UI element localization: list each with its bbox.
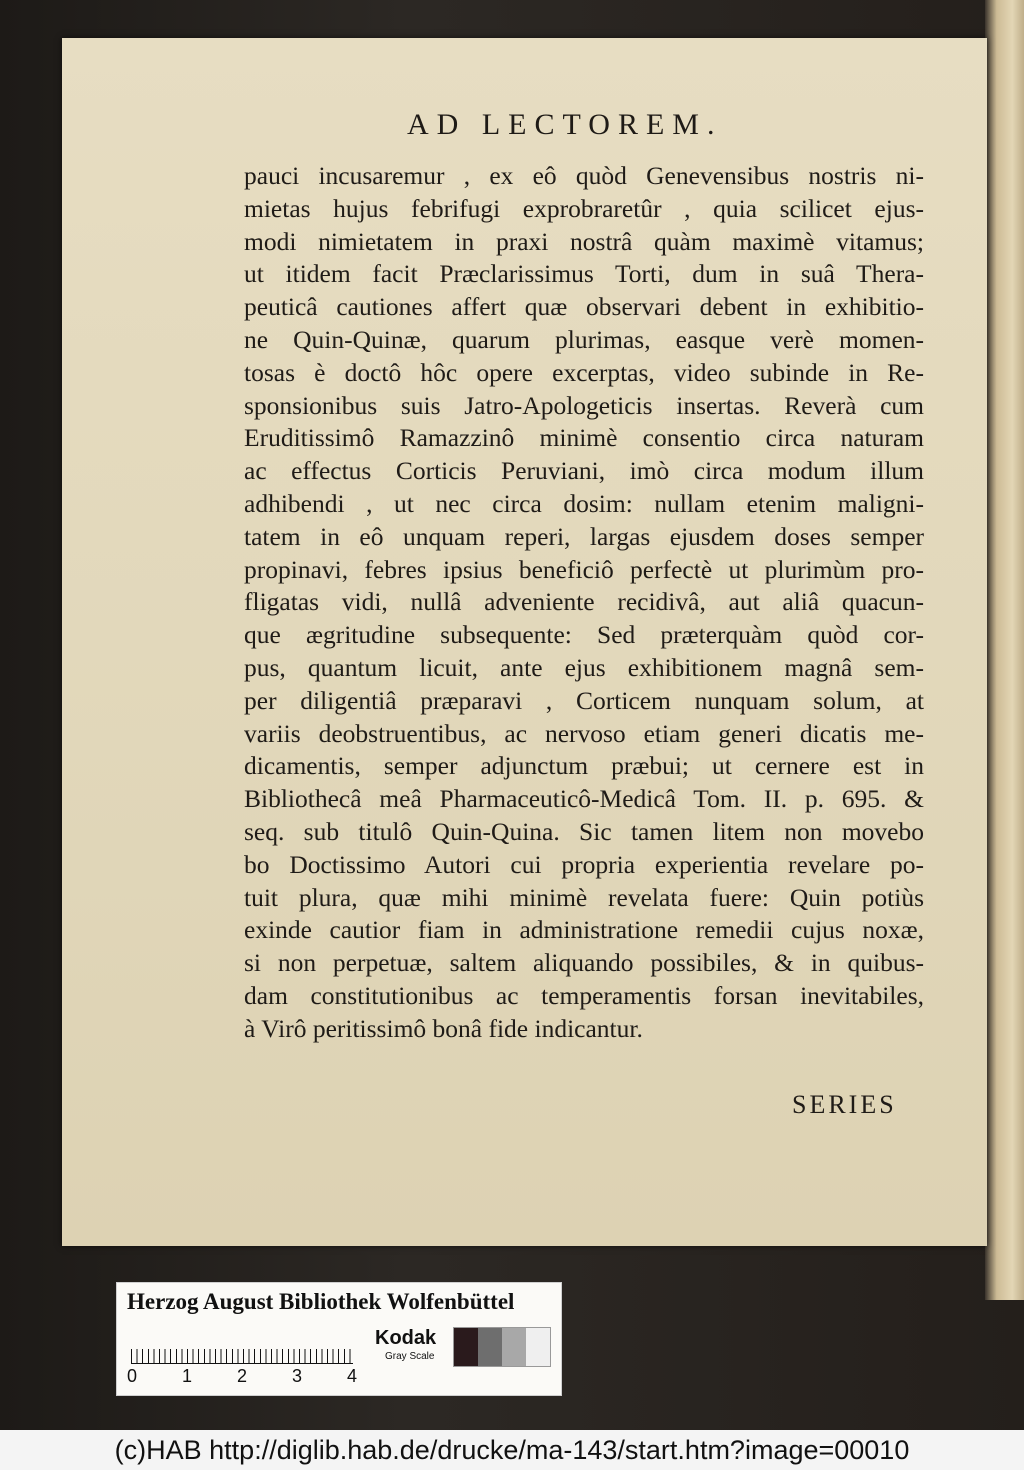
text-line: propinavi, febres ipsius beneficiô perfectè ut plurimùm pro- <box>244 554 924 584</box>
gray-patch <box>478 1328 502 1366</box>
text-line: modi nimietatem in praxi nostrâ quàm maximè vitamus; <box>244 226 924 256</box>
text-line: si non perpetuæ, saltem aliquando possibiles, & in quibus- <box>244 948 924 978</box>
library-label-card <box>116 1282 562 1396</box>
ruler-number: 0 <box>127 1366 138 1386</box>
facing-page-edge <box>985 0 1024 1300</box>
text-line: per diligentiâ præparavi , Corticem nunquam solum, at <box>244 685 924 715</box>
ruler-number: 3 <box>292 1366 303 1386</box>
body-text <box>244 160 924 1046</box>
text-line: Eruditissimô Ramazzinô minimè consentio circa naturam <box>244 423 924 453</box>
text-line: tuit plura, quæ mihi minimè revelata fuere: Quin potiùs <box>244 882 924 912</box>
text-line: ac effectus Corticis Peruviani, imò circa modum illum <box>244 456 924 486</box>
text-line: ne Quin-Quinæ, quarum plurimas, easque verè momen- <box>244 324 924 354</box>
gray-patch <box>454 1328 478 1366</box>
text-line: adhibendi , ut nec circa dosim: nullam etenim maligni- <box>244 488 924 518</box>
catchword: SERIES <box>792 1090 897 1119</box>
gray-scale-caption: Gray Scale <box>385 1351 435 1362</box>
text-line: sponsionibus suis Jatro-Apologeticis insertas. Reverà cum <box>244 390 924 420</box>
text-line: que ægritudine subsequente: Sed præterquàm quòd cor- <box>244 620 924 650</box>
copyright-footer: (c)HAB http://diglib.hab.de/drucke/ma-143/start.htm?image=00010 <box>0 1430 1024 1470</box>
text-line: peuticâ cautiones affert quæ observari debent in exhibitio- <box>244 292 924 322</box>
text-line: fligatas vidi, nullâ adveniente recidivâ, aut aliâ quacun- <box>244 587 924 617</box>
gray-patch <box>526 1328 550 1366</box>
running-head: AD LECTOREM. <box>407 108 723 141</box>
scale-ruler <box>131 1331 353 1364</box>
text-line: bo Doctissimo Autori cui propria experientia revelare po- <box>244 849 924 879</box>
text-line: variis deobstruentibus, ac nervoso etiam generi dicatis me- <box>244 718 924 748</box>
text-line: Bibliothecâ meâ Pharmaceuticô-Medicâ Tom. II. p. 695. & <box>244 784 924 814</box>
ruler-number: 4 <box>347 1366 358 1386</box>
library-name: Herzog August Bibliothek Wolfenbüttel <box>127 1289 515 1314</box>
book-page <box>62 38 987 1246</box>
text-line: pauci incusaremur , ex eô quòd Genevensibus nostris ni- <box>244 161 924 190</box>
text-line: tatem in eô unquam reperi, largas ejusdem doses semper <box>244 521 924 551</box>
text-line: ut itidem facit Præclarissimus Torti, dum in suâ Thera- <box>244 259 924 289</box>
text-line: seq. sub titulô Quin-Quina. Sic tamen litem non movebo <box>244 816 924 846</box>
text-line: tosas è doctô hôc opere excerptas, video subinde in Re- <box>244 357 924 387</box>
gray-scale-patches <box>453 1327 551 1367</box>
ruler-number: 1 <box>182 1366 193 1386</box>
kodak-logo: Kodak <box>375 1327 437 1349</box>
gray-patch <box>502 1328 526 1366</box>
text-line: exinde cautior fiam in administratione remedii cujus noxæ, <box>244 915 924 945</box>
ruler-number: 2 <box>237 1366 248 1386</box>
text-line: dam constitutionibus ac temperamentis forsan inevitabiles, <box>244 980 924 1010</box>
text-line: à Virô peritissimô bonâ fide indicantur. <box>244 1013 643 1043</box>
text-line: pus, quantum licuit, ante ejus exhibitionem magnâ sem- <box>244 652 924 682</box>
text-line: mietas hujus febrifugi exprobraretûr , quia scilicet ejus- <box>244 193 924 223</box>
text-line: dicamentis, semper adjunctum præbui; ut cernere est in <box>244 751 924 781</box>
